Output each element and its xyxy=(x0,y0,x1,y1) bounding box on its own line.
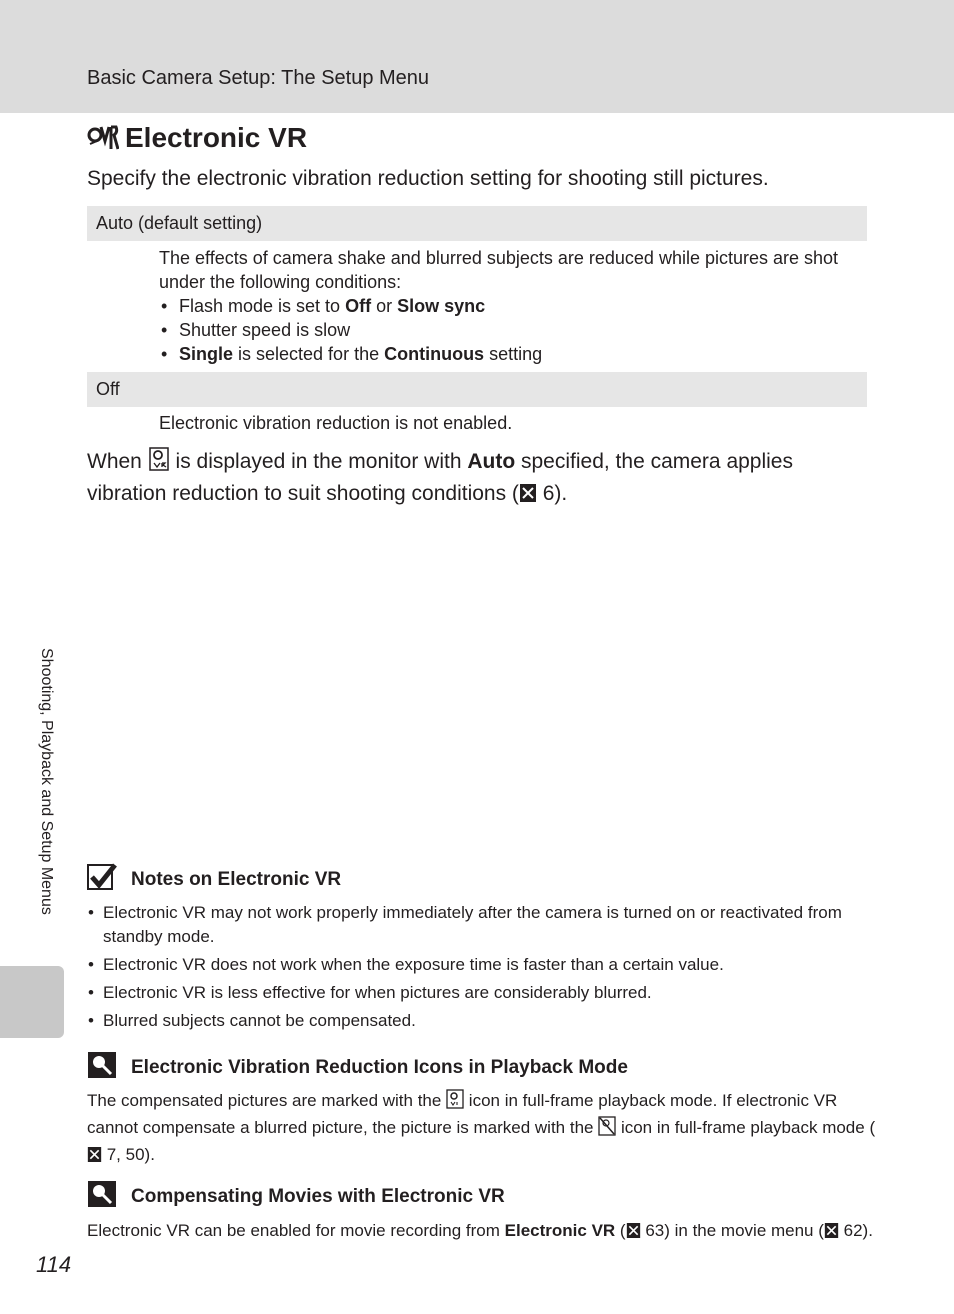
movies-title: Compensating Movies with Electronic VR xyxy=(131,1186,505,1207)
auto-conditions-list xyxy=(159,294,859,366)
notes-title: Notes on Electronic VR xyxy=(131,869,342,890)
list-item: • Shutter speed is slow xyxy=(159,318,859,342)
setting-off-header xyxy=(87,372,867,407)
vr-indicator-icon xyxy=(148,447,170,479)
list-item: • Electronic VR may not work properly immediately after the camera is turned on or reactivated from standby mode. xyxy=(87,901,877,949)
side-tab xyxy=(0,966,64,1038)
info-magnifier-icon xyxy=(87,1051,117,1085)
running-header: Basic Camera Setup: The Setup Menu xyxy=(87,67,430,89)
info-magnifier-icon xyxy=(87,1180,117,1214)
setting-off-description: Electronic vibration reduction is not enabled. xyxy=(159,413,513,433)
playback-icons-title: Electronic Vibration Reduction Icons in Playback Mode xyxy=(131,1057,628,1078)
vr-failed-icon xyxy=(598,1116,616,1143)
page-title-text: Electronic VR xyxy=(125,122,308,153)
list-item: • Single is selected for the Continuous setting xyxy=(159,342,859,366)
header-band xyxy=(0,0,954,113)
setting-auto-header xyxy=(87,206,867,241)
list-item: • Electronic VR does not work when the exposure time is faster than a certain value. xyxy=(87,953,877,977)
checkmark-icon xyxy=(87,863,117,897)
page-ref-icon xyxy=(824,1222,839,1246)
playback-icons-text: The compensated pictures are marked with the icon in full-frame playback mode. If electronic VR cannot compensate a blurred picture, the picture is marked with the icon in full-frame playback mode ( 7, 50). xyxy=(87,1089,877,1170)
notes-heading xyxy=(87,863,341,897)
electronic-vr-icon xyxy=(87,124,119,152)
list-item: • Blurred subjects cannot be compensated. xyxy=(87,1009,877,1033)
list-item: • Flash mode is set to Off or Slow sync xyxy=(159,294,859,318)
notes-list xyxy=(87,901,877,1037)
movies-text: Electronic VR can be enabled for movie recording from Electronic VR ( 63) in the movie menu ( 62). xyxy=(87,1219,877,1246)
setting-off-label: Off xyxy=(96,379,120,399)
page-number: 114 xyxy=(36,1252,72,1277)
vr-compensated-icon xyxy=(446,1089,464,1116)
playback-icons-heading xyxy=(87,1051,628,1085)
vr-monitor-note: When is displayed in the monitor with Auto specified, the camera applies vibration reduction to suit shooting conditions ( 6). xyxy=(87,447,867,511)
intro-text: Specify the electronic vibration reduction setting for shooting still pictures. xyxy=(87,167,769,190)
side-tab-label: Shooting, Playback and Setup Menus xyxy=(38,648,55,915)
page-ref-icon xyxy=(87,1146,102,1170)
movies-heading xyxy=(87,1180,505,1214)
page-title xyxy=(87,122,307,154)
auto-description-text: The effects of camera shake and blurred subjects are reduced while pictures are shot under the following conditions: xyxy=(159,248,839,292)
setting-auto-description xyxy=(159,246,859,366)
page-ref-icon xyxy=(626,1222,641,1246)
page-ref-icon xyxy=(519,482,537,511)
list-item: • Electronic VR is less effective for when pictures are considerably blurred. xyxy=(87,981,877,1005)
setting-auto-label: Auto (default setting) xyxy=(96,213,263,233)
